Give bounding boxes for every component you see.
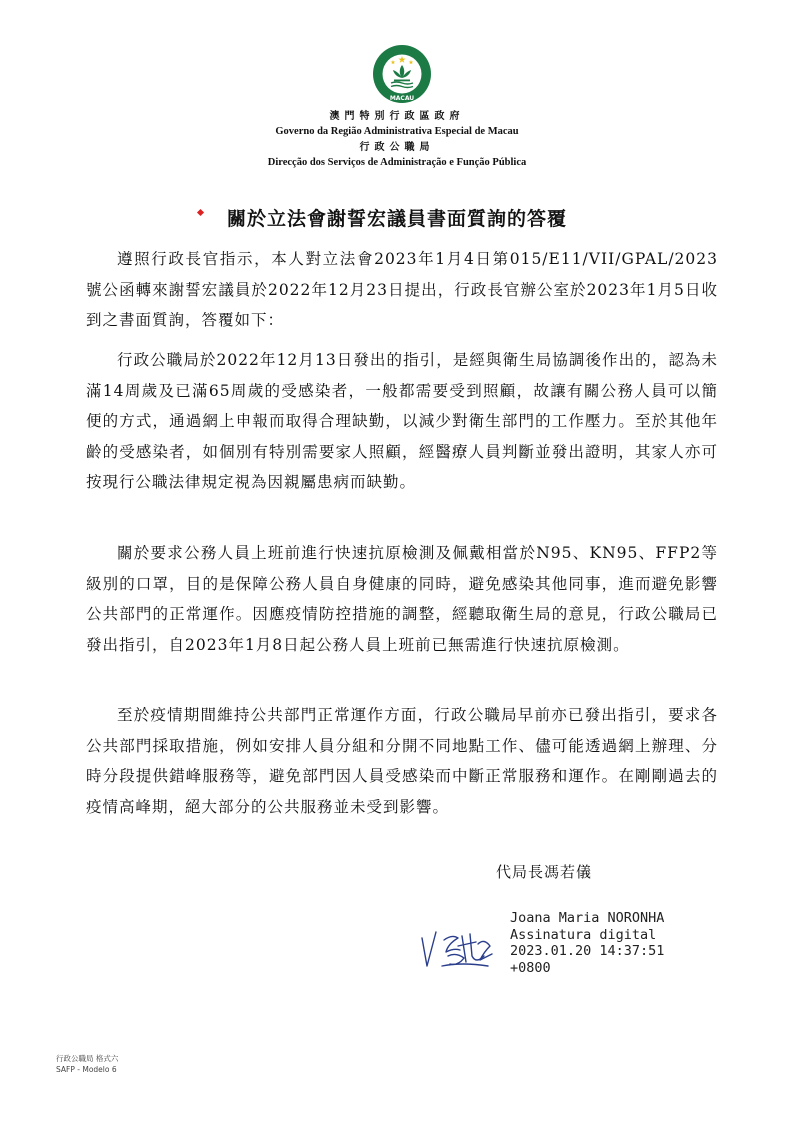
paragraph-intro: 遵照行政長官指示，本人對立法會2023年1月4日第015/E11/VII/GPAL/2023號公函轉來謝誓宏議員於2022年12月23日提出，行政長官辦公室於2023年1月5日收到之書面質詢，答覆如下： [86, 250, 718, 329]
macau-emblem-icon [372, 44, 432, 104]
digital-signature-label: Assinatura digital [510, 926, 657, 943]
digital-signature-timezone: +0800 [510, 959, 551, 976]
form-footer [56, 1053, 118, 1075]
digital-signature-block [510, 910, 664, 976]
paragraph-operations: 至於疫情期間維持公共部門正常運作方面，行政公職局早前亦已發出指引，要求各公共部門採取措施，例如安排人員分組和分開不同地點工作、儘可能透過網上辦理、分時分段提供錯峰服務等，避免部門因人員受感染而中斷正常服務和運作。在剛剛過去的疫情高峰期，絕大部分的公共服務並未受到影響。 [86, 706, 718, 816]
paragraph-sick-leave: 行政公職局於2022年12月13日發出的指引，是經與衛生局協調後作出的，認為未滿14周歲及已滿65周歲的受感染者，一般都需要受到照顧，故讓有關公務人員可以簡便的方式，通過網上申報而取得合理缺勤，以減少對衛生部門的工作壓力。至於其他年齡的受感染者，如個別有特別需要家人照顧，經醫療人員判斷並發出證明，其家人亦可按現行公職法律規定視為因親屬患病而缺勤。 [86, 351, 718, 491]
emblem-label: MACAU [389, 95, 415, 102]
government-name-pt: Governo da Região Administrativa Especial de Macau [275, 126, 519, 137]
document-title: 關於立法會謝誓宏議員書面質詢的答覆 [226, 208, 567, 230]
form-code-zh: 行政公職局 格式六 [56, 1054, 119, 1063]
department-name-pt: Direcção dos Serviços de Administração e Função Pública [267, 157, 527, 168]
government-name-zh: 澳門特別行政區政府 [329, 111, 465, 122]
digital-signature-name: Joana Maria NORONHA [510, 910, 665, 926]
signer-name: 代局長馮若儀 [496, 863, 593, 881]
department-name-zh: 行政公職局 [359, 142, 435, 153]
digital-signature-datetime: 2023.01.20 14:37:51 [510, 943, 665, 959]
paragraph-rapid-test: 關於要求公務人員上班前進行快速抗原檢測及佩戴相當於N95、KN95、FFP2等級別的口罩，目的是保障公務人員自身健康的同時，避免感染其他同事，進而避免影響公共部門的正常運作。因應疫情防控措施的調整，經聽取衛生局的意見，行政公職局已發出指引，自2023年1月8日起公務人員上班前已無需進行快速抗原檢測。 [86, 544, 718, 654]
handwritten-signature-icon [418, 926, 504, 972]
form-code-pt: SAFP - Modelo 6 [56, 1065, 117, 1074]
